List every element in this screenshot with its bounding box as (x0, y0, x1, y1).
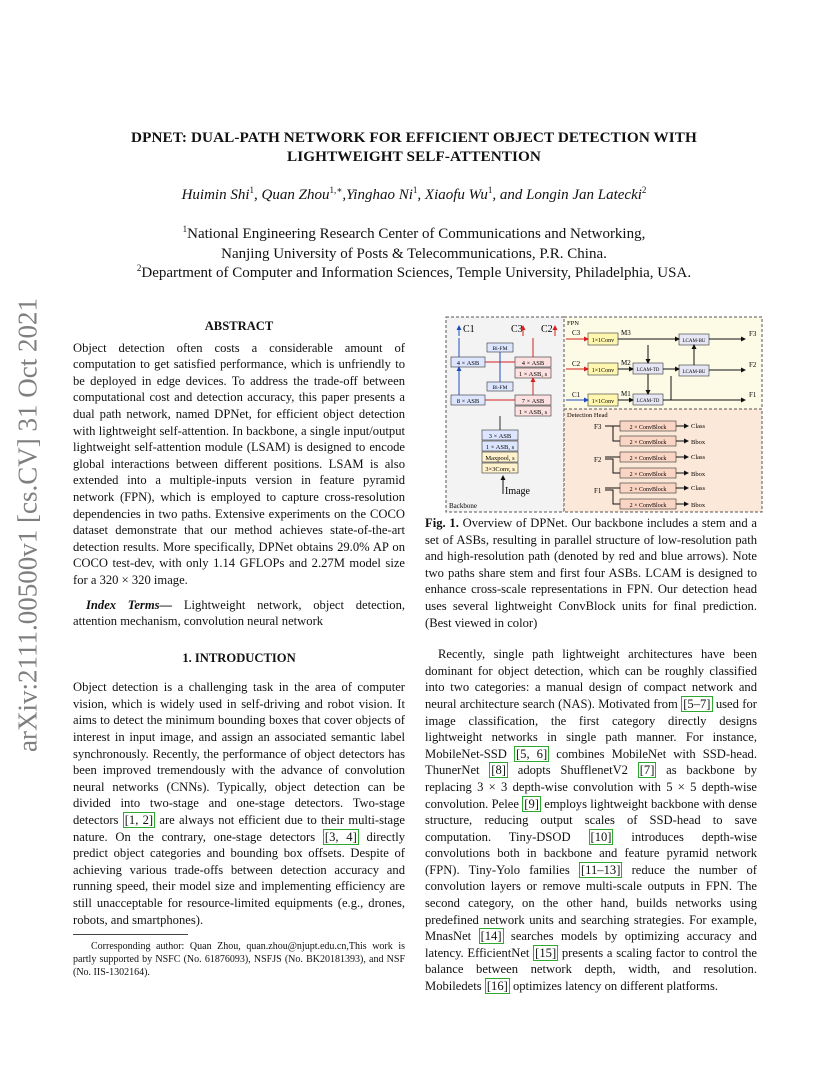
svg-text:Bbox: Bbox (691, 502, 706, 509)
author-sup: 2 (641, 185, 647, 195)
figure-caption (425, 515, 757, 631)
affiliation-2 (40, 264, 788, 284)
text-run: Object detection is a challenging task in the area of computer vision, which is widely used in self-driving and robot vision. It aims to detect the minimum bounding boxes that cover objects of interest in input image, and assign an associated semantic label synchronously. Recently, the performance of object detectors has been improved tremendously with the advance of convolution neural networks (CNNs). Typically, object detection can be divided into two-stage and one-stage detectors. Two-stage detectors (73, 680, 405, 828)
index-terms (73, 597, 405, 630)
label-asb1s: 1 × ASB, s (518, 371, 548, 378)
citation-link[interactable]: [11–13] (580, 862, 621, 877)
text-run: as backbone by replacing 3 × 3 depth-wise convolution with 5 × 5 depth-wise convolution. Pelee (425, 763, 757, 811)
svg-text:2 × ConvBlock: 2 × ConvBlock (629, 440, 667, 446)
label-hf2: F2 (594, 456, 602, 464)
dpnet-overview-svg (445, 316, 763, 514)
author-list: Huimin Shi$^1$, Quan Zhou$^{1,∗}$,Yinghao Ni$^1$, Xiaofu Wu$^1$, and Longin Jan Latecki$^2$ (181, 185, 647, 203)
label-m1: M1 (621, 390, 631, 398)
footnote-rule (73, 934, 188, 935)
label-c1: C1 (463, 324, 475, 335)
label-f2: F2 (749, 361, 757, 369)
text-run: are always not efficient due to their multi-stage nature. On the contrary, one-stage detectors (73, 813, 405, 844)
svg-text:2 × ConvBlock: 2 × ConvBlock (629, 487, 667, 493)
svg-text:Class: Class (691, 485, 706, 492)
text-run: optimizes latency on different platforms. (509, 979, 719, 994)
label-asb4b: 4 × ASB (521, 360, 545, 367)
text-run: directly predict object categories and bounding box offsets. Despite of achieving various trade-offs between detection accuracy and running speed, their model size and implementing efficiency are still unacceptable for resource-limited equipments (e.g., drones, robots, and smartphones). (73, 829, 405, 927)
affiliation-sup: 1 (182, 224, 188, 234)
citation-link[interactable]: [9] (524, 796, 539, 811)
author-name: Longin Jan Latecki (526, 187, 642, 203)
text-run: employs lightweight backbone with dense structure, reducing output scales of SSD-head to save computation. Tiny-DSOD (425, 796, 757, 844)
label-lcam-td-2: LCAM-TD (636, 399, 660, 404)
label-hf3: F3 (594, 423, 602, 431)
text-run: introduces depth-wise convolutions both in backbone and feature pyramid network (FPN). Tiny-Yolo families (425, 829, 757, 877)
citation-link[interactable]: [8] (491, 763, 506, 778)
author-name: Yinghao Ni (346, 187, 413, 203)
label-c2: C2 (541, 324, 553, 335)
svg-text:2 × ConvBlock: 2 × ConvBlock (629, 456, 667, 462)
abstract-heading: ABSTRACT (204, 319, 274, 333)
label-lcam-td: LCAM-TD (636, 368, 660, 373)
text-run: presents a scaling factor to control the balance between network depth, width, and resolution. Mobiledets (425, 945, 758, 994)
text-run: adopts ShufflenetV2 (507, 763, 638, 778)
figure-1-diagram (445, 316, 763, 514)
citation-link[interactable]: [14] (480, 929, 502, 944)
label-fpn: FPN (567, 320, 579, 327)
label-conv3: 3×3Conv, s (485, 466, 515, 473)
caption-text: Overview of DPNet. Our backbone includes a stem and a set of ASBs, resulting in parallel structure of low-resolution path and high-resolution path (denoted by red and blue arrows). Note two paths share stem and first four ASBs. LCAM is designed to enhance cross-scale representations in FPN. Our detection head uses several lightweight ConvBlock units for final prediction. (Best viewed in color) (425, 516, 757, 630)
abstract-text: Object detection often costs a considerable amount of computation to get satisfied performance, which is unfriendly to be deployed in edge devices. To address the trade-off between computational cost and detection accuracy, this paper presents a dual path network, named DPNet, for efficient object detection with lightweight self-attention. In backbone, a single input/output lightweight self-attention module (LSAM) is designed to encode global interactions between different positions. LSAM is also extended into a multiple-inputs version in feature pyramid network (FPN), which is employed to capture cross-resolution dependencies in two paths. Extensive experiments on the COCO dataset demonstrate that our method achieves state-of-the-art detection results. More specifically, DPNet obtains 29.0% AP on COCO test-dev, with only 1.14 GFLOPs and 2.27M model size for a 320 × 320 image. (73, 340, 405, 587)
label-maxpool: Maxpool, s (485, 455, 515, 462)
index-terms-label: Index Terms— (86, 597, 173, 612)
index-terms-text: Lightweight network, object detection, attention mechanism, convolution neural network (73, 597, 406, 629)
text-run: combines MobileNet with SSD-head. ThunerNet (425, 746, 757, 778)
label-asb1s2: 1 × ASB, s (518, 409, 548, 416)
label-f3: F3 (749, 330, 757, 338)
affiliations (40, 225, 788, 284)
svg-text:2 × ConvBlock: 2 × ConvBlock (629, 425, 667, 431)
title-line-1: DPNET: DUAL-PATH NETWORK FOR EFFICIENT OBJECT DETECTION WITH (131, 129, 697, 146)
label-conv1a: 1×1Conv (591, 338, 615, 344)
right-column (425, 515, 757, 995)
label-fc2: C2 (572, 360, 581, 368)
footnote (73, 940, 405, 979)
intro-paragraph-2 (425, 646, 757, 994)
affiliation-1 (40, 225, 788, 245)
label-backbone: Backbone (449, 502, 477, 510)
svg-text:Bbox: Bbox (691, 471, 706, 478)
label-f1: F1 (749, 391, 757, 399)
title-line-2: LIGHTWEIGHT SELF-ATTENTION (287, 148, 541, 165)
footnote-text: Corresponding author: Quan Zhou, quan.zhou@njupt.edu.cn,This work is partly supported by NSFC (No. 61876093), NSFJS (No. BK20181393), and NSF (No. IIS-1302164). (73, 941, 405, 978)
citation-link[interactable]: [16] (486, 979, 508, 994)
label-image: Image (505, 486, 530, 497)
paper-title (60, 128, 768, 166)
text-run: reduce the number of convolution layers or remove multi-scale outputs in FPN. The second category, on the other hand, builds networks using predefined network units and searching strategies. For example, MnasNet (425, 862, 758, 944)
label-asb3: 3 × ASB (488, 433, 512, 440)
author-name: Quan Zhou (261, 187, 330, 203)
label-fc3: C3 (572, 329, 581, 337)
label-m2: M2 (621, 359, 631, 367)
intro-heading: 1. INTRODUCTION (182, 650, 296, 665)
text-run: Recently, single path lightweight architectures have been dominant for object detection, which can be roughly classified into two categories: a manual design of compact network and neural architecture search (NAS). Motivated from (425, 647, 757, 711)
author-sup: 1 (249, 185, 255, 195)
citation-link[interactable]: [5, 6] (515, 746, 548, 761)
affiliation-2-text: Department of Computer and Information Sciences, Temple University, Philadelphia, USA. (141, 265, 692, 281)
author-name: Huimin Shi (181, 187, 250, 203)
label-m3: M3 (621, 329, 631, 337)
label-conv1c: 1×1Conv (591, 399, 615, 405)
intro-paragraph-1 (73, 679, 405, 928)
affiliation-sup: 2 (136, 263, 142, 273)
label-conv1b: 1×1Conv (591, 368, 615, 374)
caption-label: Fig. 1. (425, 516, 459, 530)
svg-text:2 × ConvBlock: 2 × ConvBlock (629, 472, 667, 478)
label-lcam-bu-2: LCAM-BU (682, 370, 706, 375)
label-asb8: 8 × ASB (456, 398, 480, 405)
svg-text:2 × ConvBlock: 2 × ConvBlock (629, 503, 667, 509)
affiliation-1-line-2: Nanjing University of Posts & Telecommunications, P.R. China. (221, 245, 607, 262)
text-run: searches models by optimizing accuracy and latency. EfficientNet (425, 929, 757, 960)
citation-link[interactable]: [1, 2] (124, 813, 154, 828)
label-c3: C3 (511, 324, 523, 335)
label-lcam-bu: LCAM-BU (682, 339, 706, 344)
label-asb4: 4 × ASB (456, 360, 480, 367)
citation-link[interactable]: [15] (535, 945, 557, 960)
text-run: used for image classification, the first category directly designs lightweight networks in single path manner. For instance, MobileNet-SSD (425, 696, 757, 761)
label-fc1: C1 (572, 391, 581, 399)
svg-text:Bbox: Bbox (691, 439, 706, 446)
author-sup: 1 (487, 185, 493, 195)
citation-link[interactable]: [3, 4] (324, 829, 357, 844)
label-hf1: F1 (594, 487, 602, 495)
label-asb1s3: 1 × ASB, s (485, 444, 515, 451)
author-sup: 1 (412, 185, 418, 195)
label-bifm-2: Bi-FM (492, 385, 508, 391)
svg-text:Class: Class (691, 423, 706, 430)
arxiv-watermark (6, 290, 50, 760)
citation-link[interactable]: [10] (590, 829, 612, 844)
svg-text:Class: Class (691, 454, 706, 461)
label-bifm-1: Bi-FM (492, 346, 508, 352)
citation-link[interactable]: [5–7] (683, 696, 711, 711)
label-dethead: Detection Head (567, 412, 608, 419)
arxiv-id: arXiv:2111.00500v1 [cs.CV] 31 Oct 2021 (12, 298, 43, 752)
affiliation-1-line-1: National Engineering Research Center of Communications and Networking, (187, 226, 646, 242)
left-column (73, 318, 405, 928)
citation-link[interactable]: [7] (639, 763, 655, 778)
author-name: Xiaofu Wu (424, 187, 488, 203)
label-asb7: 7 × ASB (521, 398, 545, 405)
author-sup: 1,∗ (329, 185, 343, 195)
